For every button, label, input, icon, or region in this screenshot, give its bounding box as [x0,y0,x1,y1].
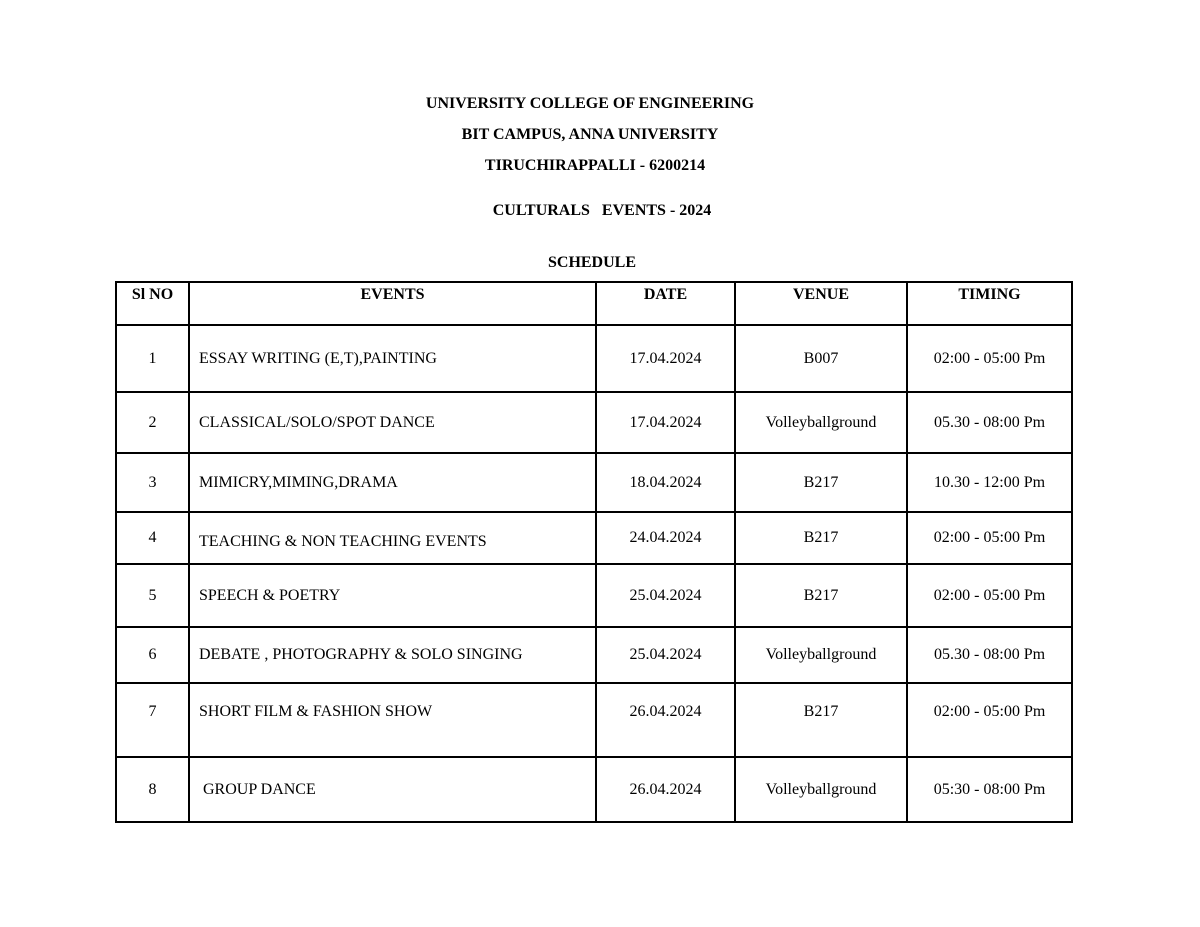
column-header-timing: TIMING [907,282,1072,325]
cell-sl-no: 1 [116,325,189,392]
schedule-heading: SCHEDULE [547,254,637,271]
column-header-venue: VENUE [735,282,907,325]
cell-sl-no: 4 [116,512,189,564]
cell-timing: 02:00 - 05:00 Pm [907,564,1072,627]
cell-event: DEBATE , PHOTOGRAPHY & SOLO SINGING [189,627,596,683]
cell-venue: B007 [735,325,907,392]
cell-sl-no: 8 [116,757,189,822]
schedule-table [115,281,1073,823]
table-row [116,564,1072,627]
cell-sl-no: 7 [116,683,189,757]
cell-event: MIMICRY,MIMING,DRAMA [189,453,596,512]
cell-venue: B217 [735,564,907,627]
college-name: UNIVERSITY COLLEGE OF ENGINEERING [425,95,755,112]
cell-sl-no: 6 [116,627,189,683]
cell-timing: 02:00 - 05:00 Pm [907,325,1072,392]
cell-timing: 05.30 - 08:00 Pm [907,627,1072,683]
cell-venue: Volleyballground [735,392,907,453]
table-row [116,683,1072,757]
cell-date: 17.04.2024 [596,325,735,392]
cell-venue: B217 [735,453,907,512]
cell-date: 25.04.2024 [596,627,735,683]
cell-date: 18.04.2024 [596,453,735,512]
campus-name: BIT CAMPUS, ANNA UNIVERSITY [461,126,719,143]
city-address: TIRUCHIRAPPALLI - 6200214 [484,157,706,174]
column-header-events: EVENTS [189,282,596,325]
table-row [116,757,1072,822]
cell-timing: 05.30 - 08:00 Pm [907,392,1072,453]
cell-timing: 02:00 - 05:00 Pm [907,512,1072,564]
column-header-sl-no: Sl NO [116,282,189,325]
cell-event: GROUP DANCE [189,757,596,822]
table-row [116,627,1072,683]
table-row [116,325,1072,392]
cell-date: 24.04.2024 [596,512,735,564]
cell-venue: B217 [735,512,907,564]
cell-event: SHORT FILM & FASHION SHOW [189,683,596,757]
cell-date: 25.04.2024 [596,564,735,627]
cell-event: TEACHING & NON TEACHING EVENTS [189,512,596,564]
cell-venue: Volleyballground [735,627,907,683]
cell-sl-no: 3 [116,453,189,512]
cell-date: 26.04.2024 [596,683,735,757]
cell-event: CLASSICAL/SOLO/SPOT DANCE [189,392,596,453]
table-row [116,453,1072,512]
cell-venue: B217 [735,683,907,757]
cell-venue: Volleyballground [735,757,907,822]
cell-event: ESSAY WRITING (E,T),PAINTING [189,325,596,392]
cell-timing: 02:00 - 05:00 Pm [907,683,1072,757]
cell-date: 17.04.2024 [596,392,735,453]
cell-date: 26.04.2024 [596,757,735,822]
cell-sl-no: 5 [116,564,189,627]
document-title: CULTURALS EVENTS - 2024 [492,202,712,219]
column-header-date: DATE [596,282,735,325]
cell-timing: 10.30 - 12:00 Pm [907,453,1072,512]
cell-timing: 05:30 - 08:00 Pm [907,757,1072,822]
cell-event: SPEECH & POETRY [189,564,596,627]
table-header-row [116,282,1072,325]
cell-sl-no: 2 [116,392,189,453]
table-row [116,512,1072,564]
table-row [116,392,1072,453]
